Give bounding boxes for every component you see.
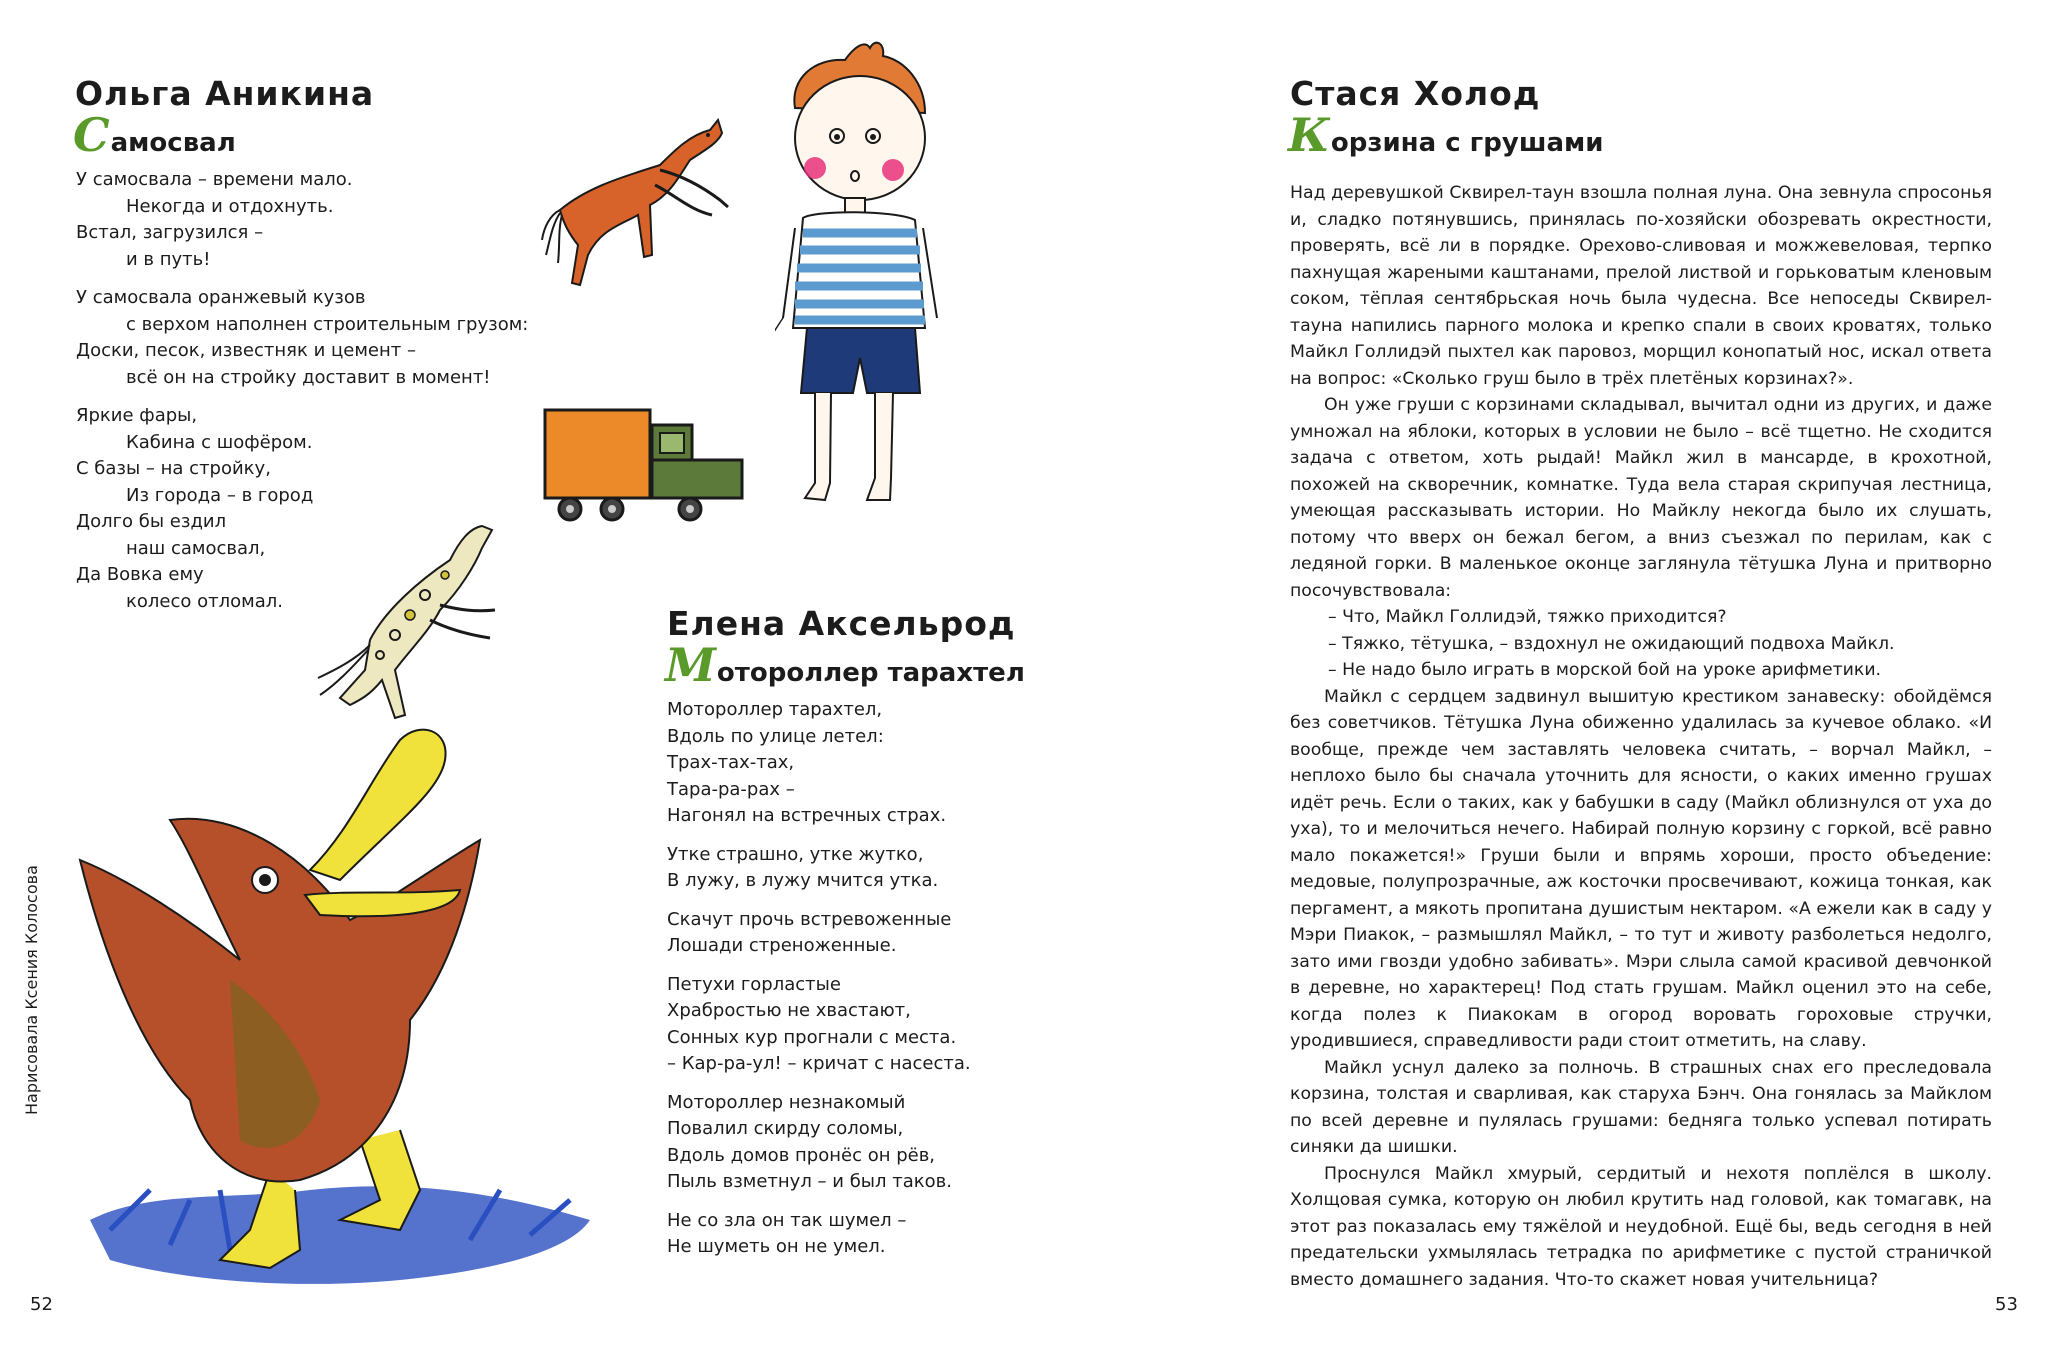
poem-line: Вдоль по улице летел: xyxy=(667,725,884,747)
poem-line: Повалил скирду соломы, xyxy=(667,1118,904,1139)
poem-line: Лошади стреноженные. xyxy=(667,935,897,956)
poem-line: Вдоль домов пронёс он рёв, xyxy=(667,1144,936,1166)
poem-line: У самосвала – времени мало. xyxy=(76,169,353,190)
poem-stanza xyxy=(667,907,971,960)
story-paragraph: Проснулся Майкл хмурый, сердитый и нехотя поплёлся в школу. Холщовая сумка, которую он любил крутить над головой, как томагавк, на этот раз показалась ему тяжёлой и неудобной. Ещё бы, ведь сегодня в ней предательски ухмылялась тетрадка по арифметике с пустой страничкой вместо домашнего задания. Что-то скажет новая учительница? xyxy=(1290,1163,1992,1290)
duck-illustration xyxy=(70,720,630,1310)
poem-line: Мотороллер незнакомый xyxy=(667,1091,906,1113)
poem1-title-rest: амосвал xyxy=(110,128,236,158)
story-paragraph: Майкл уснул далеко за полночь. В страшных снах его преследовала корзина, толстая и сварливая, как старуха Бэнч. Она гонялась за Майклом по всей деревне и пулялась грушами: бедняга только успевал потирать синяки да шишки. xyxy=(1290,1057,1992,1157)
poem2-author: Елена Аксельрод xyxy=(667,604,1016,643)
poem-line: колесо отломал. xyxy=(126,590,283,612)
poem-line: наш самосвал, xyxy=(126,537,266,559)
poem-line: Не со зла он так шумел – xyxy=(667,1209,907,1231)
story-title-initial: К xyxy=(1288,108,1330,162)
poem2-body xyxy=(667,697,971,1273)
toy-truck-illustration xyxy=(540,405,750,525)
poem-line: Яркие фары, xyxy=(76,405,198,426)
poem-line: Утке страшно, утке жутко, xyxy=(667,843,924,865)
story-title-rest: орзина с грушами xyxy=(1330,128,1604,158)
boy-illustration xyxy=(775,38,945,518)
page-number-right: 53 xyxy=(1995,1294,2018,1315)
poem-stanza xyxy=(667,972,971,1078)
poem-line: и в путь! xyxy=(126,248,211,270)
poem-line: С базы – на стройку, xyxy=(76,458,271,479)
poem-stanza xyxy=(667,697,971,830)
poem-line: Петухи горластые xyxy=(667,973,841,995)
story-paragraph: Майкл с сердцем задвинул вышитую крестиком занавеску: обойдёмся без советчиков. Тётушка Луна обиженно удалилась за кучевое облако. «И вообще, прежде чем заставлять человека считать, – ворчал Майкл, – неплохо было бы сначала уточнить для ясности, о каких именно грушах идёт речь. Если о таких, как у бабушки в саду (Майкл облизнулся от уха до уха), то и мелочиться нечего. Набирай полную корзину с горкой, всё равно мало покажется!» Груши были и впрямь хороши, просто объедение: медовые, полупрозрачные, аж косточки просвечивают, кожица тонкая, как пергамент, а мякоть пропитана душистым нектаром. «А ежели как в саду у Мэри Пиакок, – размышлял Майкл, – то тут и животу разболеться недолго, зато ими гвозди удобно забивать». Мэри слыла самой красивой девчонкой в деревне, но характерец! Под стать грушам. Майкл оценил это на себе, когда полез к Пиакокам в огород воровать гороховые стручки, уродившиеся, справедливости ради стоит отметить, на славу. xyxy=(1290,686,1992,1051)
poem-line: Да Вовка ему xyxy=(76,564,204,585)
poem-line: Не шуметь он не умел. xyxy=(667,1236,886,1257)
illustrator-credit: Нарисовала Ксения Колосова xyxy=(22,865,41,1115)
fox-illustration xyxy=(540,115,740,305)
poem1-title xyxy=(73,108,236,162)
poem-line: Долго бы ездил xyxy=(76,511,227,532)
poem-line: Кабина с шофёром. xyxy=(126,431,313,453)
poem-line: Сонных кур прогнали с места. xyxy=(667,1026,957,1048)
story-dialog-line: – Тяжко, тётушка, – вздохнул не ожидающий подвоха Майкл. xyxy=(1328,633,1895,654)
poem-stanza xyxy=(667,1208,971,1261)
poem-line: Из города – в город xyxy=(126,484,314,506)
poem-line: Храбростью не хвастают, xyxy=(667,1000,911,1021)
poem-stanza xyxy=(667,842,971,895)
story-dialog-line: – Что, Майкл Голлидэй, тяжко приходится? xyxy=(1328,607,1727,627)
poem-line: У самосвала оранжевый кузов xyxy=(76,287,366,308)
story-paragraph: Он уже груши с корзинами складывал, вычитал одни из других, и даже умножал на яблоки, которых в условии не было – всё тщетно. Не сходится задача с ответом, хоть рыдай! Майкл жил в мансарде, в крохотной, похожей на скворечник, комнатке. Туда вела старая скрипучая лестница, умеющая рассказывать истории. Но Майклу некогда было их слушать, потому что вверх он бежал бегом, а вниз съезжал по перилам, как с ледяной горки. В маленькое оконце заглянула тётушка Луна и притворно посочувствовала: xyxy=(1290,395,1992,601)
poem-line: всё он на стройку доставит в момент! xyxy=(126,366,491,388)
poem2-title-rest: отороллер тарахтел xyxy=(716,658,1025,688)
story-body xyxy=(1290,180,1992,1293)
poem-line: Тара-ра-рах – xyxy=(667,778,795,800)
poem2-title-initial: М xyxy=(665,638,716,692)
poem-line: Мотороллер тарахтел, xyxy=(667,699,883,720)
poem-line: Нагонял на встречных страх. xyxy=(667,805,947,826)
poem-line: с верхом наполнен строительным грузом: xyxy=(126,313,529,335)
spotted-horse-illustration xyxy=(310,520,520,730)
poem-line: – Кар-ра-ул! – кричат с насеста. xyxy=(667,1053,971,1074)
story-title xyxy=(1288,108,1603,162)
story-dialog-line: – Не надо было играть в морской бой на уроке арифметики. xyxy=(1328,660,1882,680)
poem-stanza xyxy=(667,1090,971,1196)
poem1-title-initial: С xyxy=(73,108,110,162)
poem-line: Некогда и отдохнуть. xyxy=(126,195,334,217)
poem-line: Пыль взметнул – и был таков. xyxy=(667,1171,952,1192)
poem2-title xyxy=(665,638,1025,692)
poem-line: Встал, загрузился – xyxy=(76,222,264,243)
story-author: Стася Холод xyxy=(1290,74,1541,113)
poem-line: Скачут прочь встревоженные xyxy=(667,908,952,930)
page-number-left: 52 xyxy=(30,1294,53,1315)
poem-line: Доски, песок, известняк и цемент – xyxy=(76,340,416,361)
poem-stanza xyxy=(76,167,528,273)
story-paragraph: Над деревушкой Сквирел-таун взошла полная луна. Она зевнула спросонья и, сладко потянувшись, принялась по-хозяйски обозревать окрестности, проверять, всё ли в порядке. Орехово-сливовая и можжевеловая, терпко пахнущая жареными каштанами, прелой листвой и горьковатым кленовым соком, тёплая сентябрьская ночь была чудесна. Все непоседы Сквирел-тауна напились парного молока и крепко спали в своих кроватях, только Майкл Голлидэй пыхтел как паровоз, морщил конопатый нос, искал ответа на вопрос: «Сколько груш было в трёх плетёных корзинах?». xyxy=(1290,183,1992,389)
poem-stanza xyxy=(76,285,528,391)
poem1-author: Ольга Аникина xyxy=(75,74,375,113)
poem-line: В лужу, в лужу мчится утка. xyxy=(667,870,939,891)
poem-line: Трах-тах-тах, xyxy=(667,752,795,773)
